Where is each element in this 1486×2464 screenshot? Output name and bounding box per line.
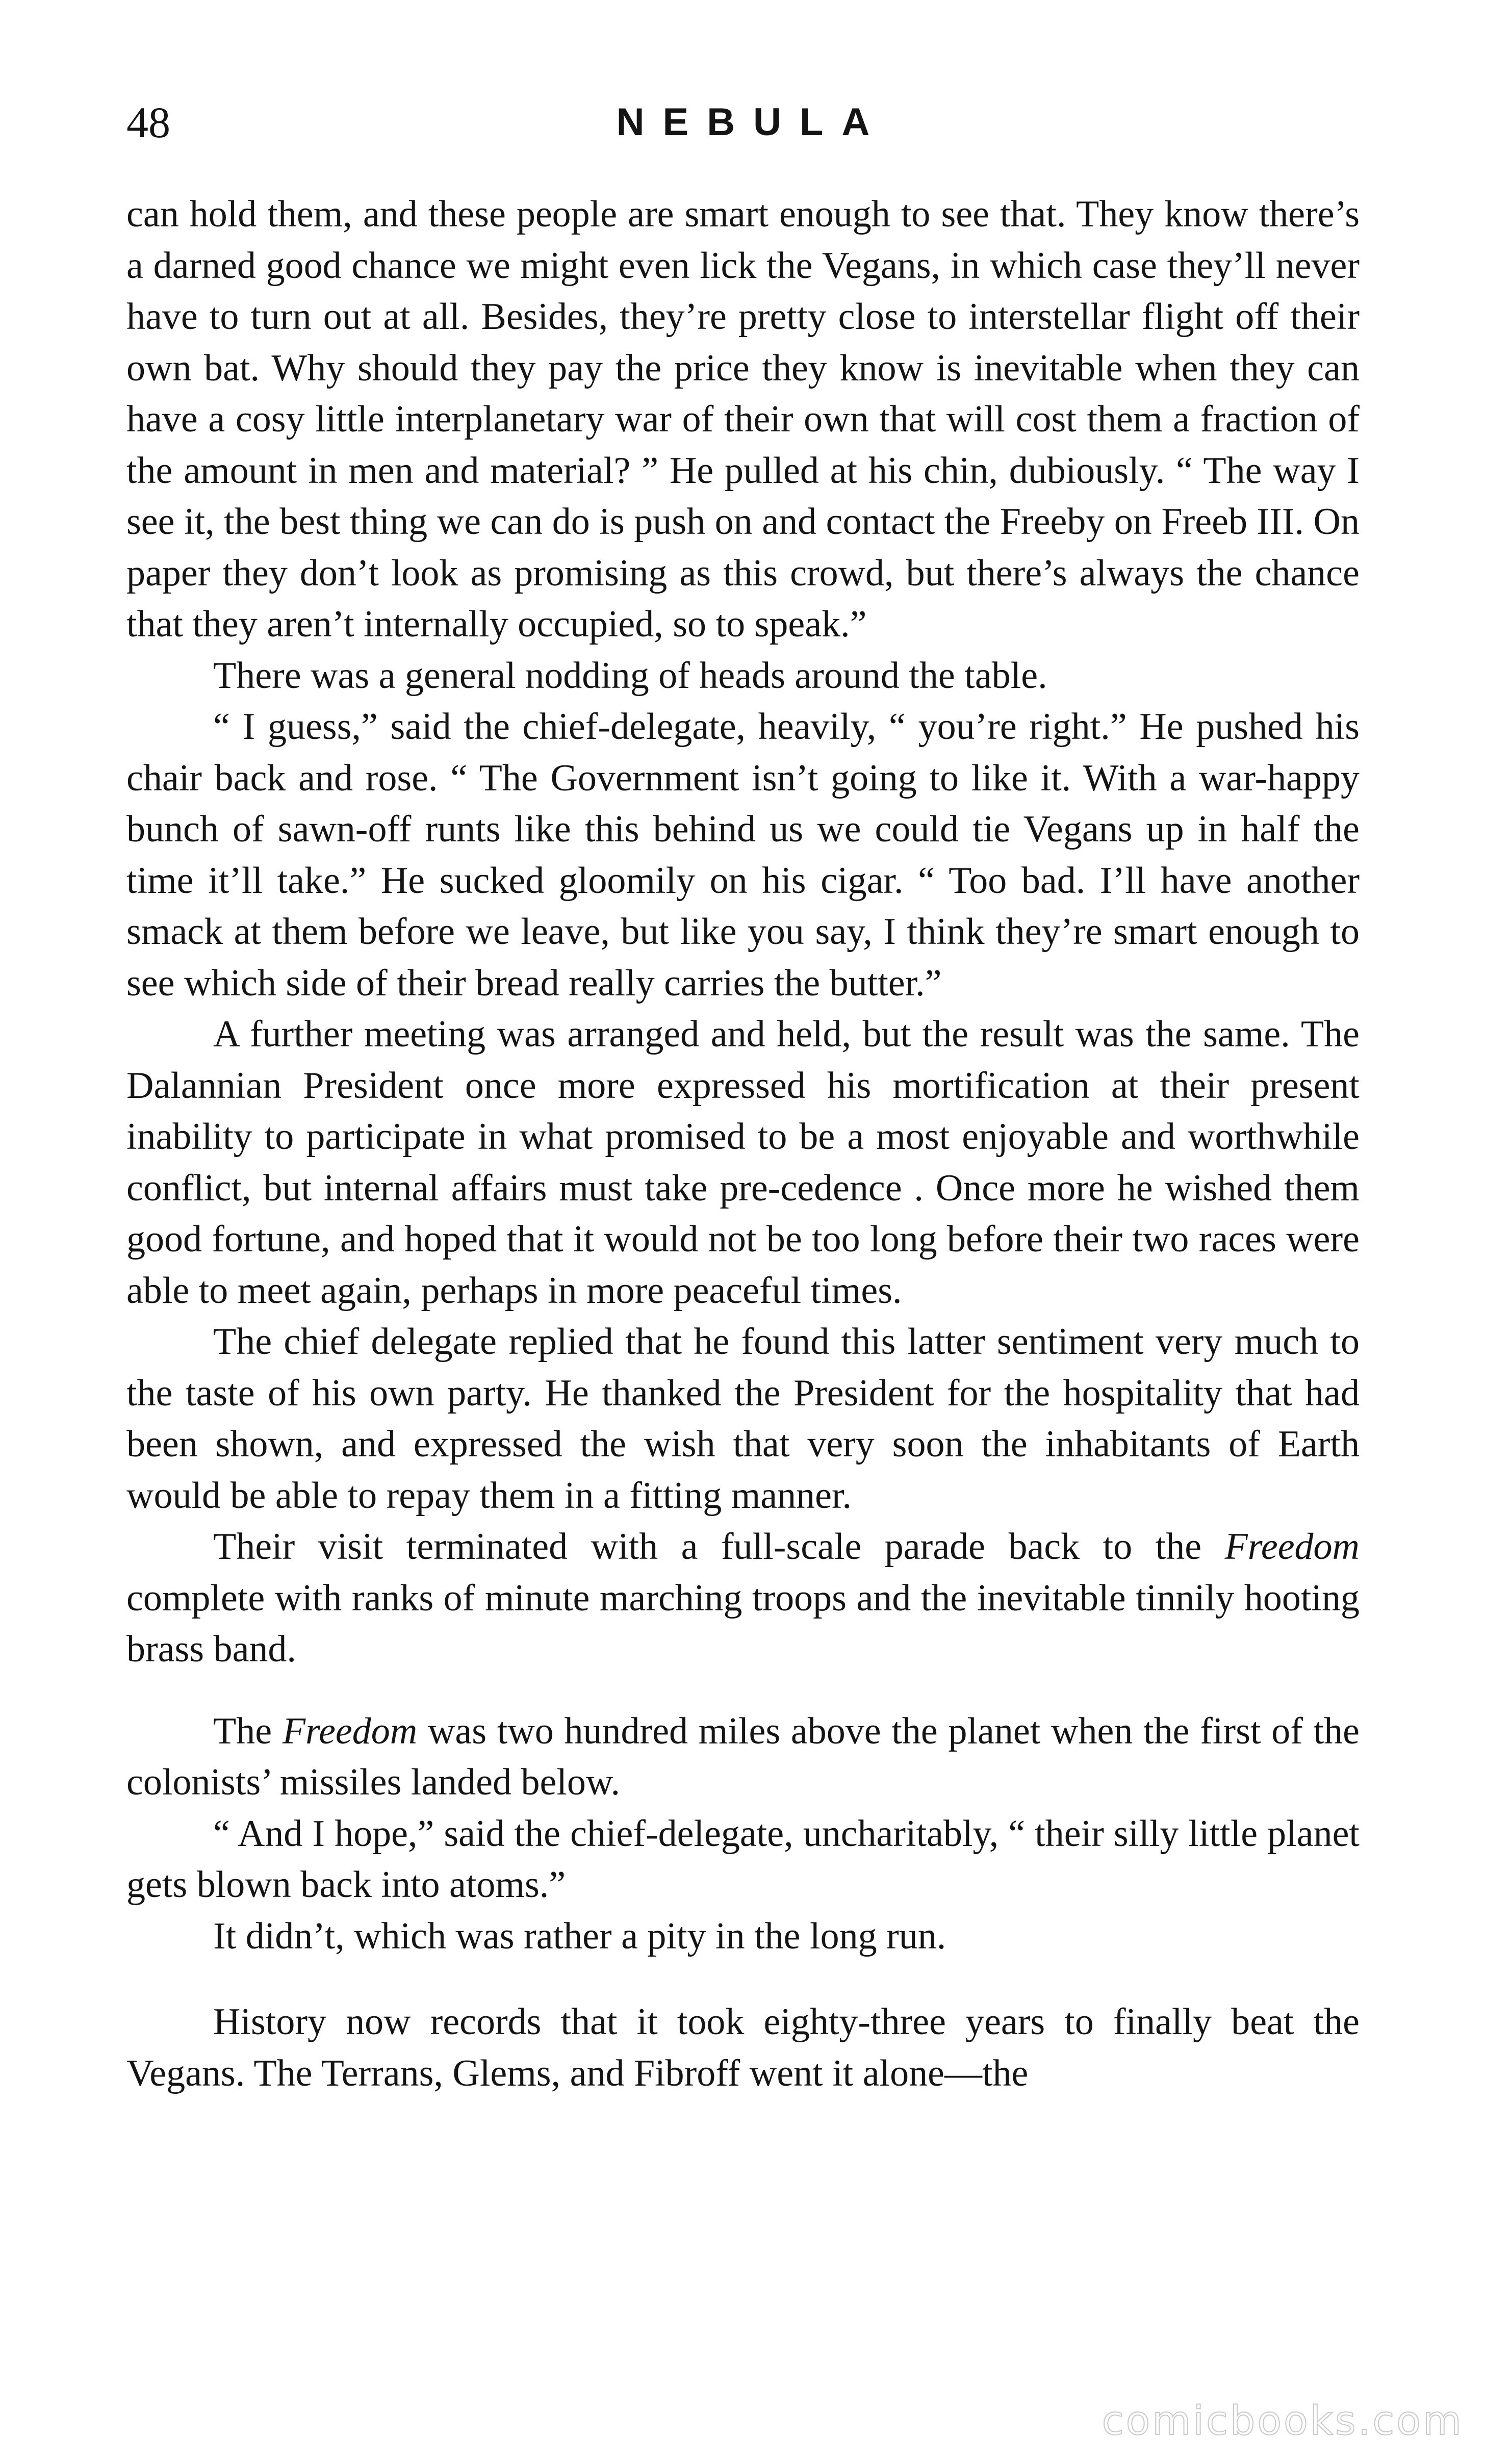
running-head	[126, 94, 1360, 150]
paragraph-9: It didn’t, which was rather a pity in the long run.	[213, 1915, 946, 1957]
paragraph-6-text-before: Their visit terminated with a full-scale parade back to the	[213, 1526, 1225, 1568]
paragraph-5: The chief delegate replied that he found this latter sentiment very much to the taste of his own party. He thanked the President for the hospitality that had been shown, and expressed the wish that very soon the inhabitants of Earth would be able to repay them in a fitting manner.	[126, 1321, 1360, 1517]
paragraph-6-text-after: complete with ranks of minute marching troops and the inevitable tinnily hooting brass band.	[126, 1577, 1360, 1670]
ship-name: Freedom	[1224, 1526, 1360, 1568]
paragraph-7-text-before: The	[213, 1710, 283, 1752]
paragraph-7-text-after: was two hundred miles above the planet when the first of the colonists’ missiles landed below.	[126, 1710, 1360, 1803]
paragraph-10: History now records that it took eighty-three years to finally beat the Vegans. The Terrans, Glems, and Fibroff went it alone—the	[126, 2001, 1360, 2094]
paragraph-8: “ And I hope,” said the chief-delegate, uncharitably, “ their silly little planet gets blown back into atoms.”	[126, 1812, 1360, 1906]
paragraph-2: There was a general nodding of heads around the table.	[213, 654, 1047, 697]
paragraph-3: “ I guess,” said the chief-delegate, heavily, “ you’re right.” He pushed his chair back and rose. “ The Government isn’t going to like it. With a war-happy bunch of sawn-off runts like this behind us we could tie Vegans up in half the time it’ll take.” He sucked gloomily on his cigar. “ Too bad. I’ll have another smack at them before we leave, but like you say, I think they’re smart enough to see which side of their bread really carries the butter.”	[126, 706, 1360, 1004]
watermark: comicbooks.com	[1101, 2398, 1464, 2444]
story-text	[126, 189, 1360, 2099]
magazine-title: NEBULA	[616, 100, 888, 144]
page-number: 48	[126, 98, 170, 147]
paragraph-6	[126, 1521, 1360, 1675]
ship-name: Freedom	[282, 1710, 418, 1752]
paragraph-7	[126, 1706, 1360, 1808]
paragraph-4: A further meeting was arranged and held, but the result was the same. The Dalannian President once more expressed his mortification at their present inability to participate in what promised to be a most enjoyable and worthwhile conflict, but internal affairs must take pre-cedence . Once more he wished them good fortune, and hoped that it would not be too long before their two races were able to meet again, perhaps in more peaceful times.	[126, 1013, 1360, 1312]
paragraph-1: can hold them, and these people are smart enough to see that. They know there’s a darned good chance we might even lick the Vegans, in which case they’ll never have to turn out at all. Besides, they’re pretty close to interstellar flight off their own bat. Why should they pay the price they know is inevitable when they can have a cosy little interplanetary war of their own that will cost them a fraction of the amount in men and material? ” He pulled at his chin, dubiously. “ The way I see it, the best thing we can do is push on and contact the Freeby on Freeb III. On paper they don’t look as promising as this crowd, but there’s always the chance that they aren’t internally occupied, so to speak.”	[126, 193, 1360, 645]
